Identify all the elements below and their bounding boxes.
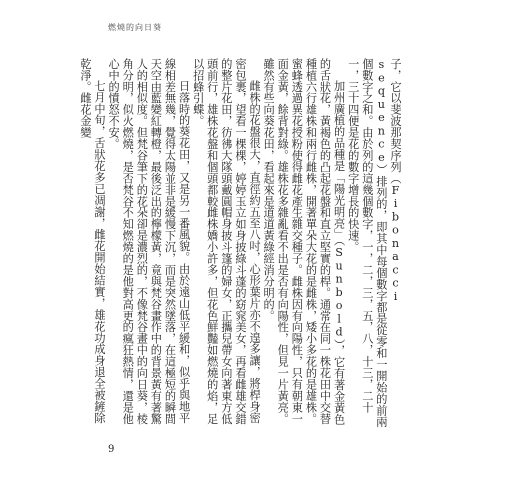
paragraph: 子，它以斐波那契序列（Fibonacci sequence）排列的，即其中每個數字都是從零和一開始的前兩個數字之和。由於列的這幾個數字，一，二，三，五，八，十三，二十一，三十四便是花的數字增長的快速。 xyxy=(346,58,402,428)
page-number: 9 xyxy=(108,444,115,455)
paragraph: 雌株的花盤很大，直徑約五至八吋，心形葉片亦不遑多讓，將桿身密密包裹，望看一棵棵，婷婷玉立如身披綠斗蓬的窈窕美女，再看雌雄交錯的整片花田，彷彿大隊頭戴圓帽身披斗篷的婦女，正攜兒帶女向著東方低頭前行，雄株花盤和個頭都較雌株嬌小許多，但花色鮮豔如燃燒的焰，足以招蜂引蝶。 xyxy=(191,58,262,425)
paragraph: 七月中旬，舌狀花多已凋謝，雌花開始結實，雄花功成身退全被鏟除乾淨。雌花金變 xyxy=(78,58,107,424)
vertical-body-text xyxy=(78,58,402,428)
paragraph: 加州廣植的品種是「陽光明亮」（Sunbold），它有著金黃色的舌狀花，黃褐色的凸起花盤和直立堅實的桿。通常在同一株花田中交替種植六行雄株和兩行雌株，開著單朵大花的是雌株，矮小多花的是雄株。蜜蜂透過異花授粉使得雌花產生雜交種子。雌株因有向陽性，只有朝東一面金黃，餘背對綠。雄株花多雜亂看不出是否有向陽性，但見一片黃亮。雖然有些向葵花田，看起來是道道黃綠經消分明的。 xyxy=(262,58,346,426)
running-head-title: 燃燒的向日葵 xyxy=(108,23,162,32)
paragraph: 日落時的葵花田，又是另一番風貌。由於遠山低平緩和，似乎與地平線相差無幾，覺得太陽並非是緩慢下沉，而是突然墜落，在這極短的瞬間天空由藍變紅轉橙，最後泛出的檸檬黃，竟與梵谷畫作中的背景黃有著驚人的相似度。但梵谷筆下的花朵卻是濃烈的，不像梵谷畫中的向日葵，棱角分明，似火燃燒，是否梵谷不知燃燒的是他對高更的瘋狂熱情，還是他心中的憤怒不安。 xyxy=(107,58,191,425)
